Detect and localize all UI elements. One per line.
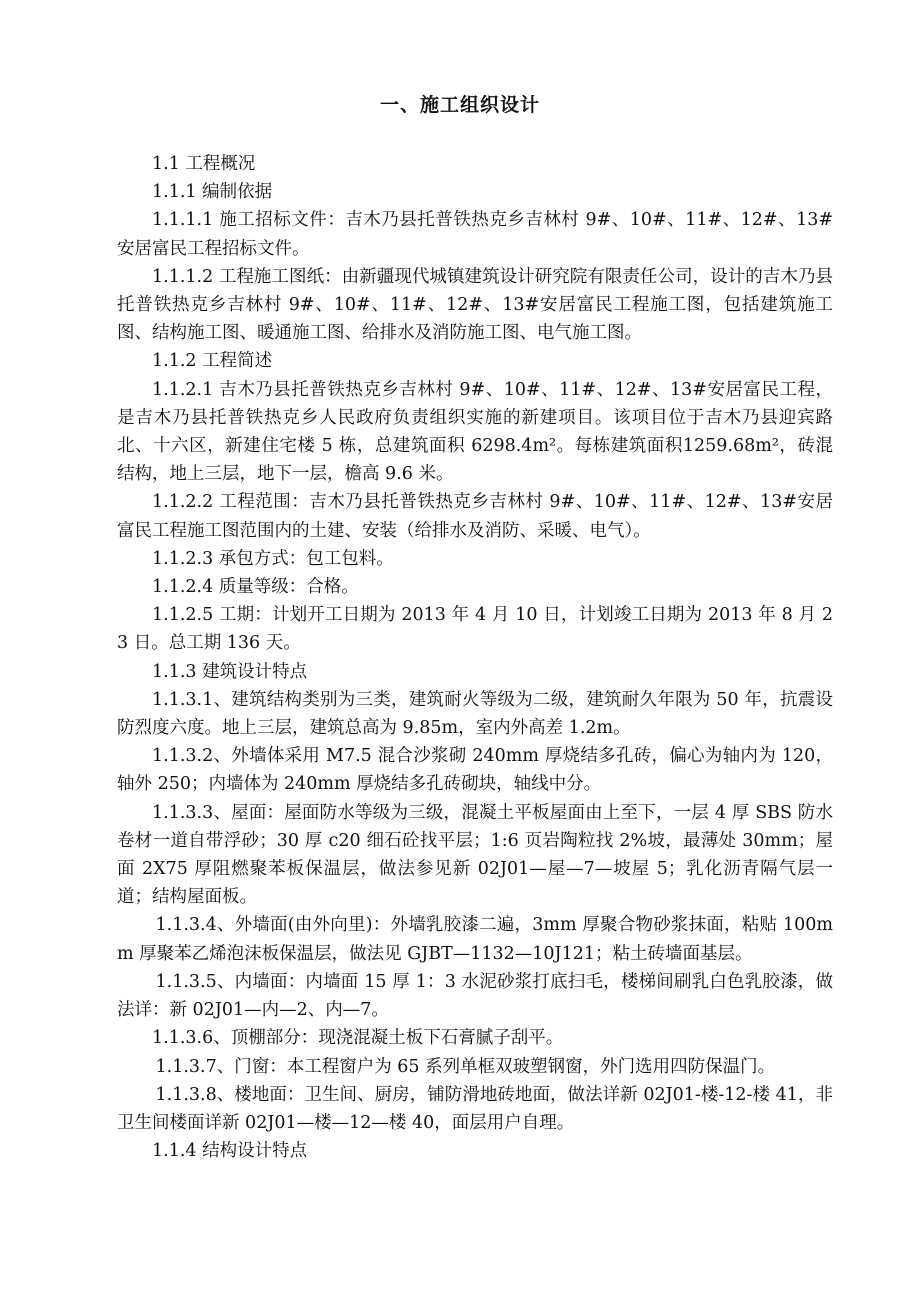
- paragraph: 1.1.3.4、外墙面(由外向里)：外墙乳胶漆二遍，3mm 厚聚合物砂浆抹面，粘贴 100mm 厚聚苯乙烯泡沫板保温层，做法见 GJBT—1132—10J121；粘土砖墙面基层。: [117, 915, 833, 964]
- paragraph: 1.1.3.1、建筑结构类别为三类，建筑耐火等级为二级，建筑耐久年限为 50 年，抗震设防烈度六度。地上三层，建筑总高为 9.85m，室内外高差 1.2m。: [117, 689, 833, 739]
- paragraph: 1.1.3.7、门窗：本工程窗户为 65 系列单框双玻塑钢窗，外门选用四防保温门。: [155, 1056, 776, 1077]
- subsection-heading: 1.1.1 编制依据: [152, 182, 273, 203]
- paragraph: 1.1.3.5、内墙面：内墙面 15 厚 1：3 水泥砂浆打底扫毛，楼梯间刷乳白色乳胶漆，做法详：新 02J01—内—2、内—7。: [117, 971, 833, 1021]
- subsection-heading: 1.1.2 工程简述: [152, 351, 273, 372]
- paragraph: 1.1.2.4 质量等级：合格。: [152, 577, 359, 598]
- document-body: [117, 150, 833, 1165]
- section-heading: 1.1 工程概况: [152, 154, 256, 174]
- subsection-heading: 1.1.3 建筑设计特点: [152, 661, 308, 682]
- paragraph: 1.1.3.8、楼地面：卫生间、厨房，铺防滑地砖地面，做法详新 02J01-楼-12-楼 41，非卫生间楼面详新 02J01—楼—12—楼 40，面层用户自理。: [117, 1084, 833, 1133]
- paragraph: 1.1.1.1 施工招标文件：吉木乃县托普铁热克乡吉林村 9#、10#、11#、12#、13#安居富民工程招标文件。: [117, 210, 833, 259]
- paragraph: 1.1.2.5 工期：计划开工日期为 2013 年 4 月 10 日，计划竣工日期为 2013 年 8 月 23 日。总工期 136 天。: [117, 605, 833, 654]
- paragraph: 1.1.1.2 工程施工图纸：由新疆现代城镇建筑设计研究院有限责任公司，设计的吉木乃县托普铁热克乡吉林村 9#、10#、11#、12#、13#安居富民工程施工图，包括建筑施工图、结构施工图、暖通施工图、给排水及消防施工图、电气施工图。: [117, 266, 833, 344]
- page-title: 一、施工组织设计: [379, 94, 540, 116]
- paragraph: 1.1.2.1 吉木乃县托普铁热克乡吉林村 9#、10#、11#、12#、13#安居富民工程，是吉木乃县托普铁热克乡人民政府负责组织实施的新建项目。该项目位于吉木乃县迎宾路北、十六区，新建住宅楼 5 栋，总建筑面积 6298.4m²。每栋建筑面积1259.68m²，砖混结构，地上三层，地下一层，檐高 9.6 米。: [117, 379, 833, 485]
- paragraph: 1.1.2.3 承包方式：包工包料。: [152, 548, 394, 569]
- paragraph: 1.1.3.2、外墙体采用 M7.5 混合沙浆砌 240mm 厚烧结多孔砖，偏心为轴内为 120，轴外 250；内墙体为 240mm 厚烧结多孔砖砌块，轴线中分。: [117, 746, 833, 795]
- paragraph: 1.1.2.2 工程范围：吉木乃县托普铁热克乡吉林村 9#、10#、11#、12#、13#安居富民工程施工图范围内的土建、安装（给排水及消防、采暖、电气）。: [117, 492, 833, 541]
- paragraph: 1.1.3.6、顶棚部分：现浇混凝土板下石膏腻子刮平。: [152, 1028, 564, 1049]
- paragraph: 1.1.3.3、屋面：屋面防水等级为三级，混凝土平板屋面由上至下，一层 4 厚 SBS 防水卷材一道自带浮砂；30 厚 c20 细石砼找平层；1:6 页岩陶粒找 2%坡，最薄处 30mm；屋面 2X75 厚阻燃聚苯板保温层，做法参见新 02J01—屋—7—坡屋 5；乳化沥青隔气层一道；结构屋面板。: [117, 802, 833, 908]
- subsection-heading: 1.1.4 结构设计特点: [152, 1141, 308, 1162]
